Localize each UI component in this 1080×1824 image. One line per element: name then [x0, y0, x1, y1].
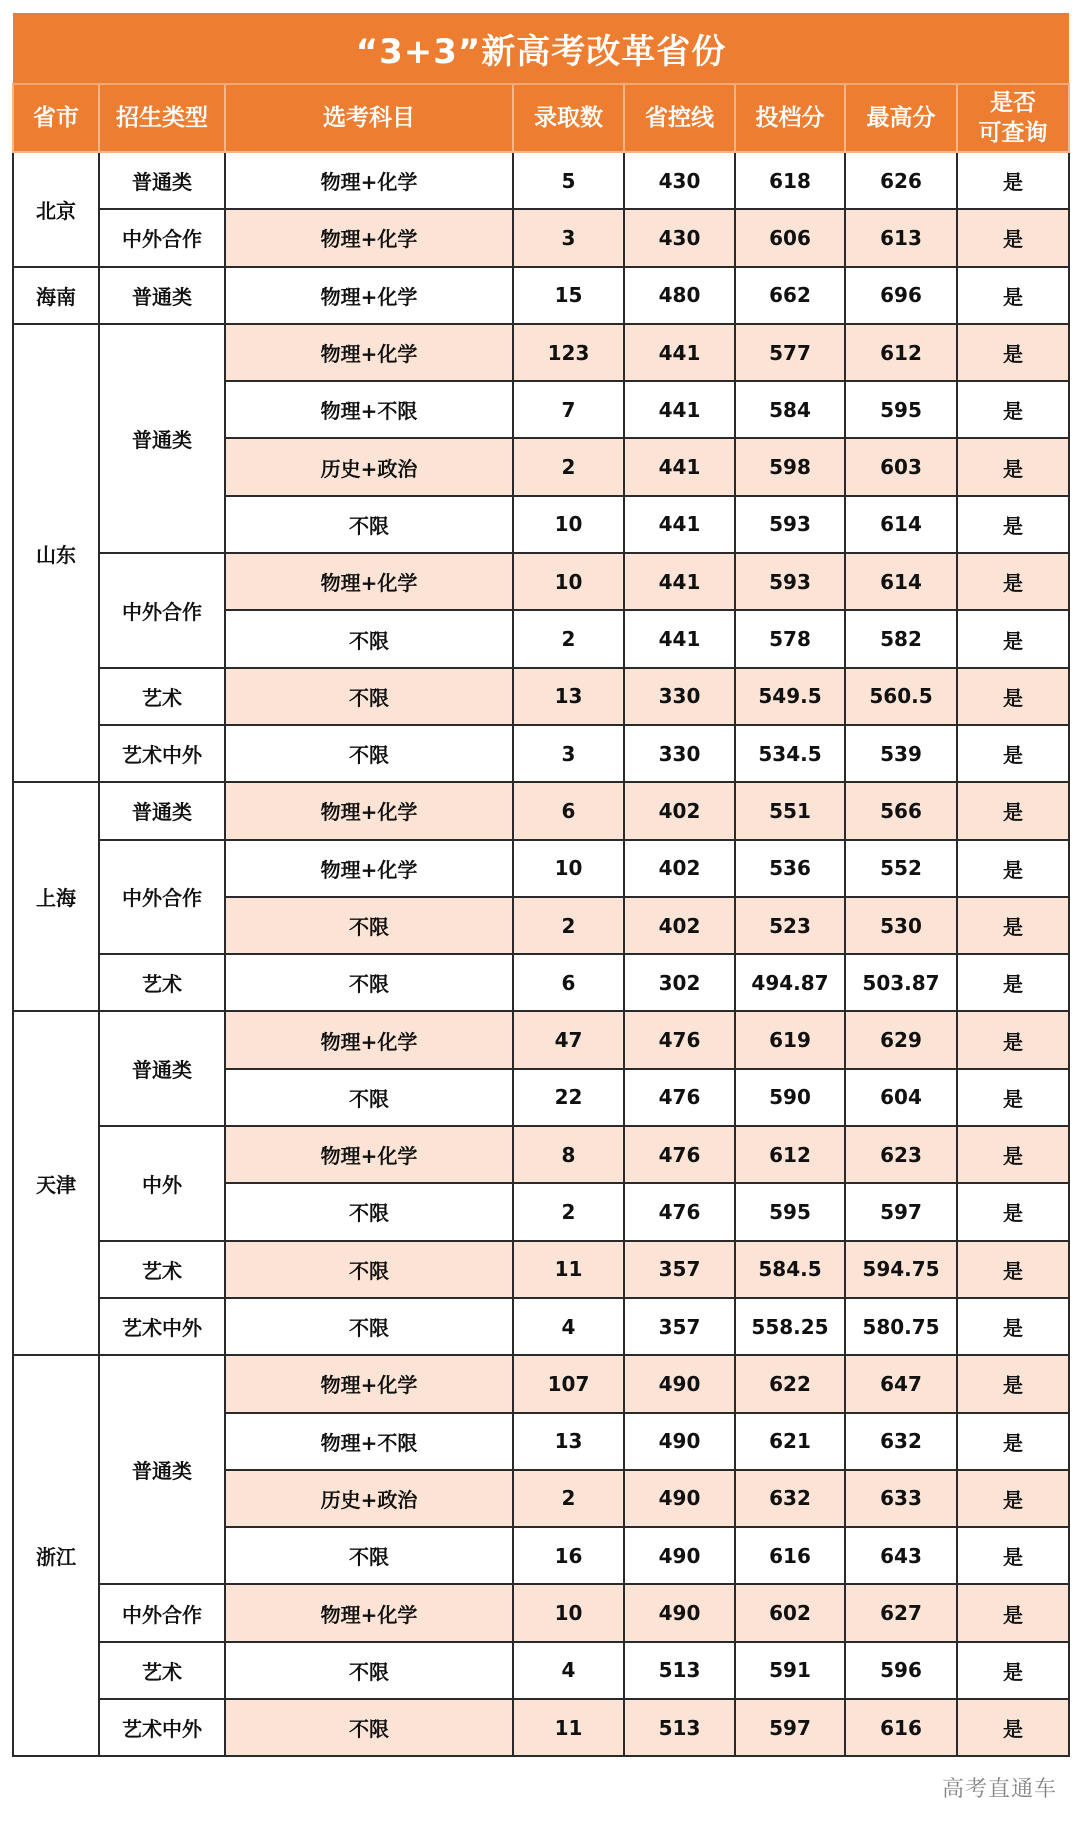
- province-cell: 浙江: [13, 1355, 99, 1756]
- type-cell: 中外合作: [99, 209, 225, 266]
- admitted-cell: 4: [513, 1298, 624, 1355]
- type-cell: 中外合作: [99, 553, 225, 668]
- admitted-cell: 10: [513, 553, 624, 610]
- subject-cell: 不限: [225, 1642, 513, 1699]
- max-score-cell: 629: [845, 1011, 957, 1068]
- subject-cell: 物理+化学: [225, 1126, 513, 1183]
- header-province: 省市: [13, 84, 99, 152]
- type-cell: 艺术: [99, 668, 225, 725]
- max-score-cell: 603: [845, 438, 957, 495]
- table-row: [13, 1298, 1069, 1355]
- subject-cell: 不限: [225, 954, 513, 1011]
- table-row: [13, 1642, 1069, 1699]
- max-score-cell: 627: [845, 1584, 957, 1641]
- filing-score-cell: 621: [735, 1413, 845, 1470]
- table-row: [13, 1241, 1069, 1298]
- filing-score-cell: 602: [735, 1584, 845, 1641]
- filing-score-cell: 622: [735, 1355, 845, 1412]
- admitted-cell: 2: [513, 897, 624, 954]
- queryable-cell: 是: [957, 1298, 1069, 1355]
- queryable-cell: 是: [957, 1183, 1069, 1240]
- max-score-cell: 580.75: [845, 1298, 957, 1355]
- queryable-cell: 是: [957, 1642, 1069, 1699]
- table-row: [13, 324, 1069, 381]
- max-score-cell: 530: [845, 897, 957, 954]
- admitted-cell: 123: [513, 324, 624, 381]
- filing-score-cell: 619: [735, 1011, 845, 1068]
- control-line-cell: 490: [624, 1527, 735, 1584]
- admitted-cell: 13: [513, 668, 624, 725]
- subject-cell: 历史+政治: [225, 438, 513, 495]
- subject-cell: 不限: [225, 1069, 513, 1126]
- type-cell: 艺术中外: [99, 1298, 225, 1355]
- max-score-cell: 566: [845, 782, 957, 839]
- max-score-cell: 616: [845, 1699, 957, 1756]
- control-line-cell: 302: [624, 954, 735, 1011]
- control-line-cell: 330: [624, 668, 735, 725]
- max-score-cell: 633: [845, 1470, 957, 1527]
- control-line-cell: 330: [624, 725, 735, 782]
- type-cell: 艺术: [99, 1642, 225, 1699]
- subject-cell: 不限: [225, 496, 513, 553]
- table-row: [13, 209, 1069, 266]
- queryable-cell: 是: [957, 1011, 1069, 1068]
- table-body: [13, 152, 1069, 1756]
- admitted-cell: 3: [513, 725, 624, 782]
- filing-score-cell: 598: [735, 438, 845, 495]
- queryable-cell: 是: [957, 267, 1069, 324]
- filing-score-cell: 494.87: [735, 954, 845, 1011]
- admitted-cell: 107: [513, 1355, 624, 1412]
- type-cell: 中外合作: [99, 1584, 225, 1641]
- header-queryable: 是否 可查询: [957, 84, 1069, 152]
- type-cell: 艺术中外: [99, 725, 225, 782]
- max-score-cell: 595: [845, 381, 957, 438]
- header-row: [13, 84, 1069, 152]
- filing-score-cell: 612: [735, 1126, 845, 1183]
- control-line-cell: 402: [624, 897, 735, 954]
- queryable-cell: 是: [957, 1413, 1069, 1470]
- filing-score-cell: 590: [735, 1069, 845, 1126]
- filing-score-cell: 593: [735, 553, 845, 610]
- table-title: “3+3”新高考改革省份: [13, 13, 1069, 84]
- subject-cell: 不限: [225, 725, 513, 782]
- queryable-cell: 是: [957, 782, 1069, 839]
- admitted-cell: 6: [513, 782, 624, 839]
- watermark: 高考直通车: [942, 1777, 1058, 1802]
- subject-cell: 物理+化学: [225, 324, 513, 381]
- admitted-cell: 7: [513, 381, 624, 438]
- control-line-cell: 402: [624, 782, 735, 839]
- table-row: [13, 152, 1069, 209]
- admitted-cell: 5: [513, 152, 624, 209]
- control-line-cell: 357: [624, 1298, 735, 1355]
- max-score-cell: 594.75: [845, 1241, 957, 1298]
- queryable-cell: 是: [957, 1470, 1069, 1527]
- type-cell: 艺术: [99, 954, 225, 1011]
- subject-cell: 物理+化学: [225, 152, 513, 209]
- subject-cell: 物理+化学: [225, 553, 513, 610]
- queryable-cell: 是: [957, 1584, 1069, 1641]
- admitted-cell: 2: [513, 610, 624, 667]
- control-line-cell: 476: [624, 1126, 735, 1183]
- subject-cell: 物理+不限: [225, 381, 513, 438]
- control-line-cell: 476: [624, 1183, 735, 1240]
- type-cell: 中外: [99, 1126, 225, 1241]
- max-score-cell: 614: [845, 553, 957, 610]
- admitted-cell: 47: [513, 1011, 624, 1068]
- province-cell: 山东: [13, 324, 99, 782]
- subject-cell: 不限: [225, 610, 513, 667]
- admitted-cell: 2: [513, 1470, 624, 1527]
- max-score-cell: 552: [845, 840, 957, 897]
- max-score-cell: 503.87: [845, 954, 957, 1011]
- queryable-cell: 是: [957, 1069, 1069, 1126]
- header-admitted: 录取数: [513, 84, 624, 152]
- table-row: [13, 954, 1069, 1011]
- control-line-cell: 490: [624, 1355, 735, 1412]
- max-score-cell: 626: [845, 152, 957, 209]
- control-line-cell: 490: [624, 1584, 735, 1641]
- province-cell: 上海: [13, 782, 99, 1011]
- max-score-cell: 614: [845, 496, 957, 553]
- subject-cell: 物理+化学: [225, 840, 513, 897]
- subject-cell: 不限: [225, 1183, 513, 1240]
- filing-score-cell: 584.5: [735, 1241, 845, 1298]
- queryable-cell: 是: [957, 1126, 1069, 1183]
- subject-cell: 物理+化学: [225, 1355, 513, 1412]
- type-cell: 艺术中外: [99, 1699, 225, 1756]
- table-row: [13, 782, 1069, 839]
- type-cell: 普通类: [99, 1011, 225, 1126]
- max-score-cell: 647: [845, 1355, 957, 1412]
- filing-score-cell: 662: [735, 267, 845, 324]
- filing-score-cell: 523: [735, 897, 845, 954]
- max-score-cell: 582: [845, 610, 957, 667]
- max-score-cell: 632: [845, 1413, 957, 1470]
- filing-score-cell: 616: [735, 1527, 845, 1584]
- max-score-cell: 696: [845, 267, 957, 324]
- admitted-cell: 11: [513, 1699, 624, 1756]
- filing-score-cell: 595: [735, 1183, 845, 1240]
- control-line-cell: 441: [624, 324, 735, 381]
- max-score-cell: 539: [845, 725, 957, 782]
- control-line-cell: 513: [624, 1699, 735, 1756]
- table-row: [13, 1584, 1069, 1641]
- admitted-cell: 2: [513, 1183, 624, 1240]
- control-line-cell: 476: [624, 1011, 735, 1068]
- province-cell: 天津: [13, 1011, 99, 1355]
- control-line-cell: 430: [624, 209, 735, 266]
- filing-score-cell: 578: [735, 610, 845, 667]
- queryable-cell: 是: [957, 381, 1069, 438]
- admitted-cell: 16: [513, 1527, 624, 1584]
- table-row: [13, 668, 1069, 725]
- control-line-cell: 441: [624, 553, 735, 610]
- control-line-cell: 402: [624, 840, 735, 897]
- admitted-cell: 10: [513, 496, 624, 553]
- queryable-cell: 是: [957, 954, 1069, 1011]
- filing-score-cell: 597: [735, 1699, 845, 1756]
- max-score-cell: 623: [845, 1126, 957, 1183]
- admitted-cell: 22: [513, 1069, 624, 1126]
- subject-cell: 物理+化学: [225, 1584, 513, 1641]
- admitted-cell: 3: [513, 209, 624, 266]
- header-max-score: 最高分: [845, 84, 957, 152]
- type-cell: 普通类: [99, 267, 225, 324]
- table-row: [13, 553, 1069, 610]
- subject-cell: 不限: [225, 897, 513, 954]
- admission-table: [12, 13, 1070, 1757]
- filing-score-cell: 593: [735, 496, 845, 553]
- queryable-cell: 是: [957, 1527, 1069, 1584]
- filing-score-cell: 534.5: [735, 725, 845, 782]
- admitted-cell: 6: [513, 954, 624, 1011]
- control-line-cell: 480: [624, 267, 735, 324]
- filing-score-cell: 618: [735, 152, 845, 209]
- subject-cell: 物理+化学: [225, 209, 513, 266]
- table-row: [13, 1011, 1069, 1068]
- type-cell: 普通类: [99, 152, 225, 209]
- queryable-cell: 是: [957, 496, 1069, 553]
- queryable-cell: 是: [957, 725, 1069, 782]
- control-line-cell: 441: [624, 610, 735, 667]
- queryable-cell: 是: [957, 438, 1069, 495]
- subject-cell: 物理+化学: [225, 782, 513, 839]
- header-control-line: 省控线: [624, 84, 735, 152]
- type-cell: 普通类: [99, 1355, 225, 1584]
- subject-cell: 物理+不限: [225, 1413, 513, 1470]
- max-score-cell: 596: [845, 1642, 957, 1699]
- subject-cell: 不限: [225, 1298, 513, 1355]
- header-filing-score: 投档分: [735, 84, 845, 152]
- admitted-cell: 15: [513, 267, 624, 324]
- control-line-cell: 357: [624, 1241, 735, 1298]
- max-score-cell: 612: [845, 324, 957, 381]
- max-score-cell: 597: [845, 1183, 957, 1240]
- filing-score-cell: 558.25: [735, 1298, 845, 1355]
- filing-score-cell: 606: [735, 209, 845, 266]
- max-score-cell: 643: [845, 1527, 957, 1584]
- type-cell: 普通类: [99, 324, 225, 553]
- province-cell: 海南: [13, 267, 99, 324]
- admitted-cell: 13: [513, 1413, 624, 1470]
- queryable-cell: 是: [957, 840, 1069, 897]
- province-cell: 北京: [13, 152, 99, 267]
- filing-score-cell: 536: [735, 840, 845, 897]
- admission-table-container: [12, 13, 1068, 1757]
- queryable-cell: 是: [957, 152, 1069, 209]
- subject-cell: 不限: [225, 1241, 513, 1298]
- queryable-cell: 是: [957, 324, 1069, 381]
- control-line-cell: 441: [624, 438, 735, 495]
- control-line-cell: 441: [624, 381, 735, 438]
- max-score-cell: 560.5: [845, 668, 957, 725]
- control-line-cell: 490: [624, 1413, 735, 1470]
- admitted-cell: 2: [513, 438, 624, 495]
- queryable-cell: 是: [957, 610, 1069, 667]
- control-line-cell: 476: [624, 1069, 735, 1126]
- subject-cell: 不限: [225, 668, 513, 725]
- max-score-cell: 613: [845, 209, 957, 266]
- header-subjects: 选考科目: [225, 84, 513, 152]
- admitted-cell: 8: [513, 1126, 624, 1183]
- subject-cell: 物理+化学: [225, 267, 513, 324]
- filing-score-cell: 549.5: [735, 668, 845, 725]
- queryable-cell: 是: [957, 1355, 1069, 1412]
- admitted-cell: 4: [513, 1642, 624, 1699]
- queryable-cell: 是: [957, 1699, 1069, 1756]
- table-row: [13, 1126, 1069, 1183]
- filing-score-cell: 551: [735, 782, 845, 839]
- queryable-cell: 是: [957, 553, 1069, 610]
- subject-cell: 物理+化学: [225, 1011, 513, 1068]
- control-line-cell: 430: [624, 152, 735, 209]
- queryable-cell: 是: [957, 668, 1069, 725]
- table-row: [13, 1699, 1069, 1756]
- table-row: [13, 840, 1069, 897]
- table-row: [13, 725, 1069, 782]
- admitted-cell: 10: [513, 1584, 624, 1641]
- filing-score-cell: 584: [735, 381, 845, 438]
- admitted-cell: 11: [513, 1241, 624, 1298]
- control-line-cell: 513: [624, 1642, 735, 1699]
- subject-cell: 不限: [225, 1527, 513, 1584]
- table-row: [13, 267, 1069, 324]
- subject-cell: 不限: [225, 1699, 513, 1756]
- filing-score-cell: 632: [735, 1470, 845, 1527]
- type-cell: 普通类: [99, 782, 225, 839]
- filing-score-cell: 577: [735, 324, 845, 381]
- max-score-cell: 604: [845, 1069, 957, 1126]
- type-cell: 中外合作: [99, 840, 225, 955]
- queryable-cell: 是: [957, 897, 1069, 954]
- queryable-cell: 是: [957, 1241, 1069, 1298]
- admitted-cell: 10: [513, 840, 624, 897]
- table-row: [13, 1355, 1069, 1412]
- control-line-cell: 490: [624, 1470, 735, 1527]
- header-type: 招生类型: [99, 84, 225, 152]
- control-line-cell: 441: [624, 496, 735, 553]
- subject-cell: 历史+政治: [225, 1470, 513, 1527]
- queryable-cell: 是: [957, 209, 1069, 266]
- filing-score-cell: 591: [735, 1642, 845, 1699]
- type-cell: 艺术: [99, 1241, 225, 1298]
